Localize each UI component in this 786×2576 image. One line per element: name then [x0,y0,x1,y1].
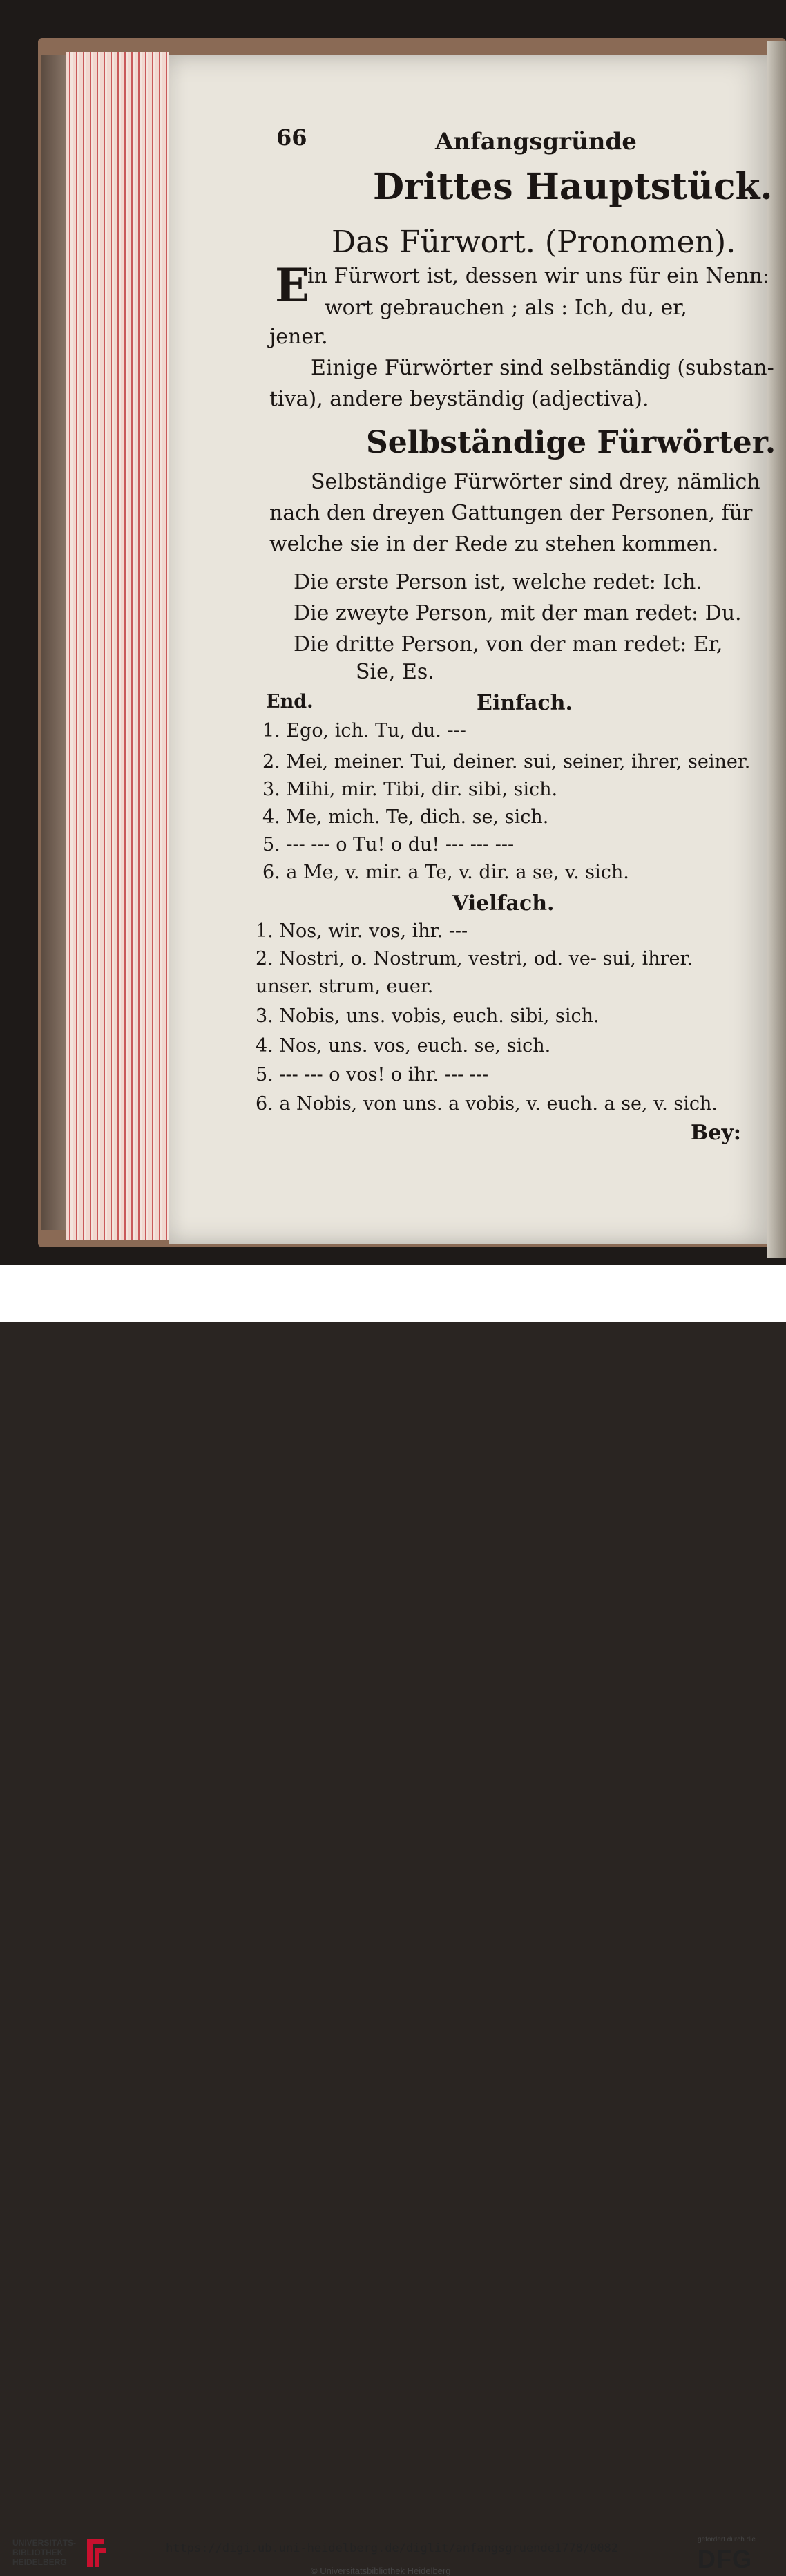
singular-row: 4. Me, mich. Te, dich. se, sich. [262,806,549,828]
para2-line2: tiva), andere beyständig (adjectiva). [269,387,649,411]
scan-background [0,0,786,1265]
plural-row: 2. Nostri, o. Nostrum, vestri, od. ve- sui, ihrer. [256,948,693,969]
chapter-heading: Drittes Hauptstück. [373,166,773,208]
person-second: Die zweyte Person, mit der man redet: Du. [294,601,742,625]
person-third-a: Die dritte Person, von der man redet: Er, [294,632,723,656]
drop-cap: E [275,258,310,312]
book-spine-edge [41,55,69,1230]
viewer-footer [0,1265,786,2576]
plural-row: unser. strum, euer. [256,976,434,997]
para1-line3: jener. [269,325,328,349]
person-first: Die erste Person ist, welche redet: Ich. [294,570,702,594]
library-logo-text[interactable] [12,2538,88,2567]
singular-row: 3. Mihi, mir. Tibi, dir. sibi, sich. [262,779,558,800]
library-name-line: UNIVERSITÄTS- [12,2538,77,2548]
page-number: 66 [276,124,307,151]
para2-line1: Einige Fürwörter sind selbständig (substan- [311,356,774,380]
plural-row: 6. a Nobis, von uns. a vobis, v. euch. a se, v. sich. [256,1093,718,1115]
dfg-logo[interactable]: DFG [698,2545,752,2573]
singular-row: 2. Mei, meiner. Tui, deiner. sui, seiner, ihrer, seiner. [262,751,751,773]
funding-note: gefördert durch die [698,2536,756,2544]
permalink-url[interactable]: https://digi.ub.uni-heidelberg.de/diglit/anfangsgruende1778/0082 [166,2541,619,2555]
plural-row: 4. Nos, uns. vos, euch. se, sich. [256,1035,551,1057]
plural-label: Vielfach. [452,891,555,916]
library-name-line: BIBLIOTHEK [12,2548,64,2557]
running-title: Anfangsgründe [435,128,637,155]
ending-label: End. [266,691,314,712]
para3-line1: Selbständige Fürwörter sind drey, nämlich [311,470,760,494]
para1-line1: in Fürwort ist, dessen wir uns für ein Nenn: [307,264,770,288]
singular-label: Einfach. [477,691,573,715]
para3-line3: welche sie in der Rede zu stehen kommen. [269,532,719,556]
singular-row: 1. Ego, ich. Tu, du. --- [262,720,466,741]
library-logo-icon[interactable] [83,2536,109,2570]
chapter-subheading: Das Fürwort. (Pronomen). [332,225,736,260]
plural-row: 3. Nobis, uns. vobis, euch. sibi, sich. [256,1005,600,1027]
para3-line2: nach den dreyen Gattungen der Personen, für [269,501,753,525]
red-page-edges [66,52,169,1240]
library-name-line: HEIDELBERG [12,2557,67,2567]
copyright-notice: © Universitätsbibliothek Heidelberg [311,2566,451,2576]
singular-row: 6. a Me, v. mir. a Te, v. dir. a se, v. sich. [262,862,629,883]
para1-line2: wort gebrauchen ; als : Ich, du, er, [325,296,687,320]
page-right-edge [767,41,786,1258]
singular-row: 5. --- --- o Tu! o du! --- --- --- [262,834,515,855]
section-heading: Selbständige Fürwörter. [366,425,776,460]
plural-row: 1. Nos, wir. vos, ihr. --- [256,920,468,942]
person-third-b: Sie, Es. [356,660,434,684]
catchword: Bey: [691,1121,741,1145]
plural-row: 5. --- --- o vos! o ihr. --- --- [256,1064,489,1086]
